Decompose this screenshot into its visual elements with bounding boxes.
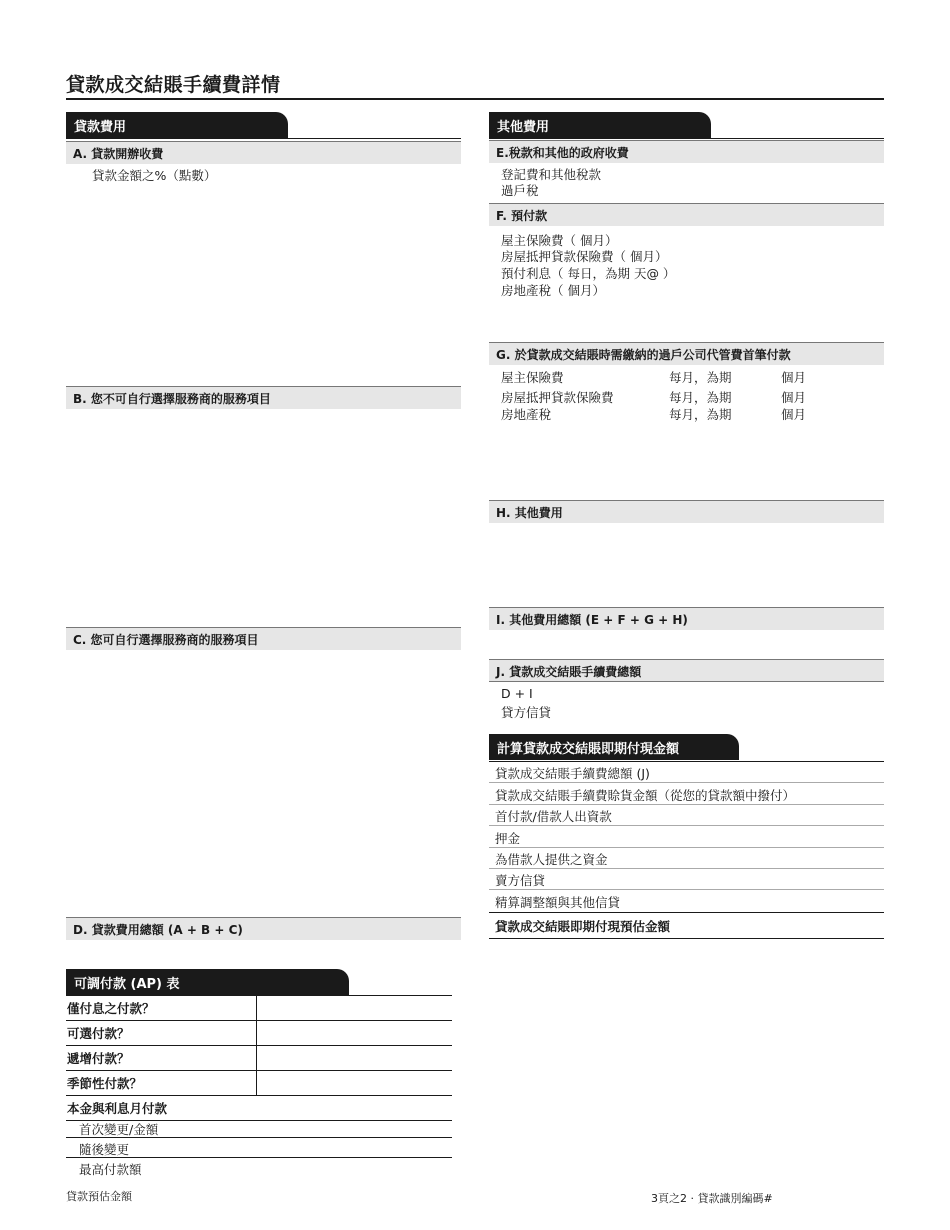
cash-row: 首付款/借款人出資款 — [489, 805, 884, 826]
ap-row-seasonal — [66, 1071, 452, 1096]
section-j-line: D + I — [501, 686, 533, 701]
section-f-line: 屋主保險費（ 個月） — [501, 233, 618, 248]
page-title: 貸款成交結賬手續費詳情 — [66, 74, 281, 96]
section-g-head: G. 於貸款成交結賬時需繳納的過戶公司代管費首筆付款 — [489, 342, 884, 365]
section-d-head: D. 貸款費用總額 (A + B + C) — [66, 917, 461, 940]
footer-right: 3頁之2 · 貸款識別編碼# — [651, 1192, 773, 1205]
ap-sub-row: 隨後變更 — [66, 1138, 452, 1158]
section-g-per: 每月，為期 — [669, 390, 732, 405]
section-g-per: 每月，為期 — [669, 407, 732, 422]
cash-row: 貸款成交結賬手續費賒貨金額（從您的貸款額中撥付） — [489, 784, 884, 805]
section-f-line: 房地產稅（ 個月） — [501, 283, 605, 298]
section-c-head: C. 您可自行選擇服務商的服務項目 — [66, 627, 461, 650]
cash-row: 為借款人提供之資金 — [489, 848, 884, 869]
ap-row-label: 遞增付款？ — [67, 1051, 130, 1066]
section-j-line: 貸方信貸 — [501, 705, 552, 720]
cash-to-close-tab: 計算貸款成交結賬即期付現金額 — [489, 734, 739, 760]
section-g-label: 屋主保險費 — [501, 370, 564, 385]
title-divider — [66, 98, 884, 100]
section-g-months: 個月 — [781, 390, 807, 405]
section-i-head: I. 其他費用總額 (E + F + G + H) — [489, 607, 884, 630]
section-g-label: 房地產稅 — [501, 407, 552, 422]
ap-row-optional — [66, 1021, 452, 1046]
ap-row-step — [66, 1046, 452, 1071]
cash-row: 押金 — [489, 827, 884, 848]
ap-row-value — [256, 1021, 452, 1046]
other-costs-tab: 其他費用 — [489, 112, 711, 138]
section-a-head: A. 貸款開辦收費 — [66, 141, 461, 164]
ap-row-interest-only — [66, 996, 452, 1021]
section-f-line: 預付利息（ 每日，為期 天@ ） — [501, 266, 676, 281]
section-e-head: E.稅款和其他的政府收費 — [489, 140, 884, 163]
other-costs-rule — [489, 138, 884, 139]
ap-row-label: 季節性付款？ — [67, 1076, 143, 1091]
ap-table-tab: 可調付款 (AP) 表 — [66, 969, 349, 995]
section-b-head: B. 您不可自行選擇服務商的服務項目 — [66, 386, 461, 409]
section-g-label: 房屋抵押貸款保險費 — [501, 390, 614, 405]
cash-row: 賣方信貸 — [489, 869, 884, 890]
ap-row-value — [256, 1046, 452, 1071]
section-f-head: F. 預付款 — [489, 203, 884, 226]
section-h-head: H. 其他費用 — [489, 500, 884, 523]
loan-costs-tab: 貸款費用 — [66, 112, 288, 138]
cash-row: 貸款成交結賬手續費總額 (J) — [489, 762, 884, 783]
ap-sub-row: 最高付款額 — [79, 1162, 142, 1177]
ap-row-label: 可選付款？ — [67, 1026, 130, 1041]
section-g-months: 個月 — [781, 407, 807, 422]
section-a-line: 貸款金額之%（點數） — [92, 168, 217, 183]
ap-row-label: 僅付息之付款？ — [67, 1001, 155, 1016]
ap-monthly-head: 本金與利息月付款 — [66, 1096, 452, 1121]
cash-row: 精算調整額與其他信貸 — [495, 895, 621, 910]
section-j-head: J. 貸款成交結賬手續費總額 — [489, 659, 884, 682]
section-f-line: 房屋抵押貸款保險費（ 個月） — [501, 249, 668, 264]
section-g-per: 每月，為期 — [669, 370, 732, 385]
section-g-months: 個月 — [781, 370, 807, 385]
loan-costs-rule — [66, 138, 461, 139]
section-e-line: 登記費和其他稅款 — [501, 167, 602, 182]
cash-to-close-total: 貸款成交結賬即期付現預估金額 — [489, 912, 884, 939]
section-e-line: 過戶稅 — [501, 183, 539, 198]
ap-row-value — [256, 1071, 452, 1096]
footer-left: 貸款預估金額 — [66, 1190, 132, 1203]
ap-sub-row: 首次變更/金額 — [66, 1118, 452, 1138]
ap-row-value — [256, 996, 452, 1021]
